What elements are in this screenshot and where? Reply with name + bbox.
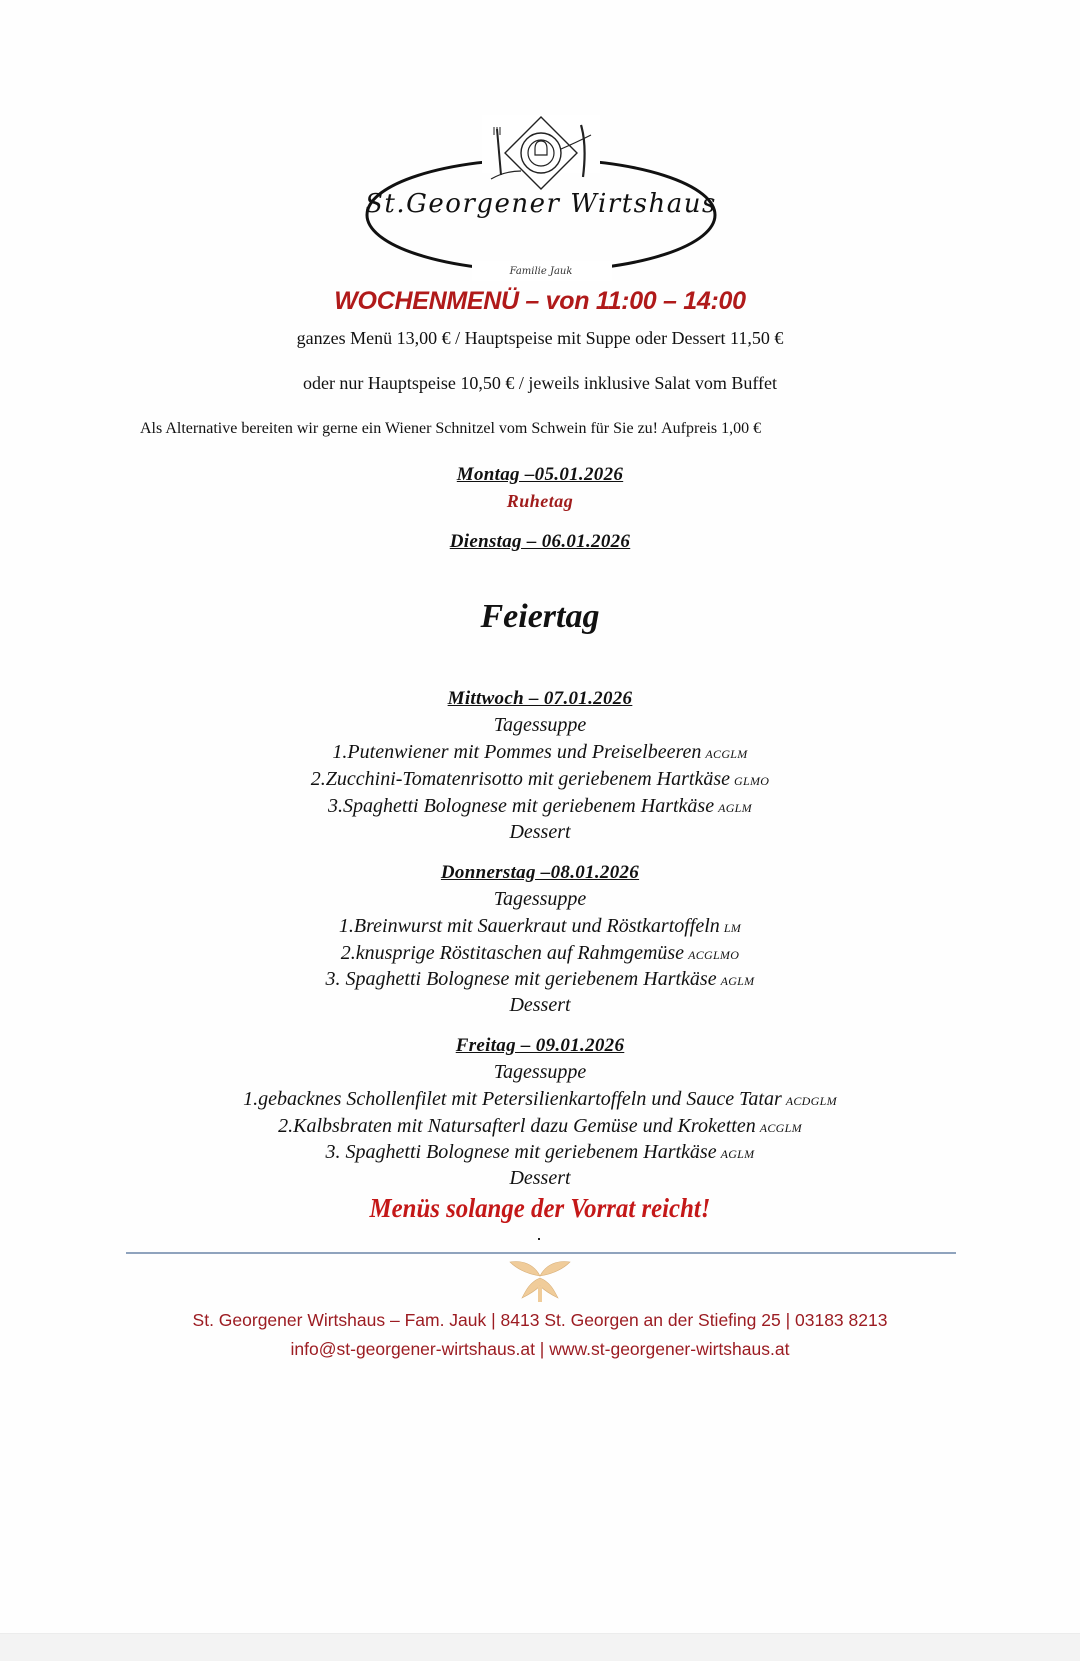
day-heading-wednesday: Mittwoch – 07.01.2026	[447, 688, 633, 709]
alternative-note: Als Alternative bereiten wir gerne ein Wiener Schnitzel vom Schwein für Sie zu! Aufpreis 1,00 €	[140, 420, 762, 437]
day-heading-monday: Montag –05.01.2026	[456, 464, 624, 485]
soup-item: Tagessuppe	[493, 888, 587, 910]
day-heading-friday: Freitag – 09.01.2026	[455, 1035, 625, 1056]
menu-item-name: 3. Spaghetti Bolognese mit geriebenem Hartkäse	[325, 1141, 717, 1163]
footer-divider	[126, 1252, 956, 1254]
menu-item	[0, 1141, 1080, 1164]
bottom-toolbar-area	[0, 1633, 1080, 1661]
allergen-codes: LM	[723, 921, 742, 935]
price-line-2: oder nur Hauptspeise 10,50 € / jeweils inklusive Salat vom Buffet	[302, 373, 778, 393]
allergen-codes: ACGLM	[759, 1121, 802, 1135]
stray-dot	[538, 1238, 540, 1240]
allergen-codes: ACGLM	[705, 747, 748, 761]
holiday-label: Feiertag	[480, 598, 600, 635]
website-link[interactable]: www.st-georgener-wirtshaus.at	[549, 1339, 790, 1359]
menu-item-name: 1.Putenwiener mit Pommes und Preiselbeeren	[332, 741, 702, 763]
allergen-codes: ACDGLM	[785, 1094, 837, 1108]
menu-item	[0, 795, 1080, 818]
dessert-item: Dessert	[509, 821, 571, 843]
footer-contact	[0, 1339, 1080, 1360]
menu-item-name: 1.gebacknes Schollenfilet mit Petersilienkartoffeln und Sauce Tatar	[243, 1088, 782, 1110]
price-line-1: ganzes Menü 13,00 € / Hauptspeise mit Suppe oder Dessert 11,50 €	[296, 328, 784, 348]
menu-title: WOCHENMENÜ – von 11:00 – 14:00	[334, 287, 746, 315]
menu-item	[0, 768, 1080, 791]
allergen-codes: ACGLMO	[688, 948, 740, 962]
day-heading-thursday: Donnerstag –08.01.2026	[440, 862, 640, 883]
allergen-codes: AGLM	[720, 974, 755, 988]
restaurant-logo	[362, 115, 720, 285]
dessert-item: Dessert	[509, 1167, 571, 1189]
dessert-item: Dessert	[509, 994, 571, 1016]
menu-item	[0, 1088, 1080, 1111]
allergen-codes: AGLM	[720, 1147, 755, 1161]
soup-item: Tagessuppe	[493, 714, 587, 736]
logo-name-text: St.Georgener Wirtshaus	[365, 189, 717, 219]
menu-item-name: 1.Breinwurst mit Sauerkraut und Röstkartoffeln	[338, 915, 720, 937]
menu-item	[0, 915, 1080, 938]
menu-item	[0, 942, 1080, 965]
menu-item-name: 2.Kalbsbraten mit Natursafterl dazu Gemüse und Kroketten	[278, 1115, 756, 1137]
soup-item: Tagessuppe	[493, 1061, 587, 1083]
menu-item	[0, 968, 1080, 991]
menu-item-name: 2.Zucchini-Tomatenrisotto mit geriebenem Hartkäse	[310, 768, 730, 790]
footer-separator: |	[534, 1339, 550, 1359]
email-link[interactable]: info@st-georgener-wirtshaus.at	[290, 1339, 535, 1359]
availability-notice: Menüs solange der Vorrat reicht!	[369, 1193, 711, 1223]
allergen-codes: GLMO	[734, 774, 770, 788]
menu-item-name: 3. Spaghetti Bolognese mit geriebenem Hartkäse	[325, 968, 717, 990]
logo-subtitle-text: Familie Jauk	[509, 266, 573, 277]
menu-item	[0, 1115, 1080, 1138]
menu-item	[0, 741, 1080, 764]
allergen-codes: AGLM	[718, 801, 752, 815]
leaf-ornament-icon	[508, 1256, 572, 1302]
menu-item-name: 3.Spaghetti Bolognese mit geriebenem Hartkäse	[328, 795, 715, 817]
rest-day-label: Ruhetag	[506, 491, 574, 511]
footer-address: St. Georgener Wirtshaus – Fam. Jauk | 8413 St. Georgen an der Stiefing 25 | 03183 8213	[192, 1310, 888, 1330]
menu-item-name: 2.knusprige Röstitaschen auf Rahmgemüse	[340, 942, 685, 964]
day-heading-tuesday: Dienstag – 06.01.2026	[449, 531, 631, 552]
